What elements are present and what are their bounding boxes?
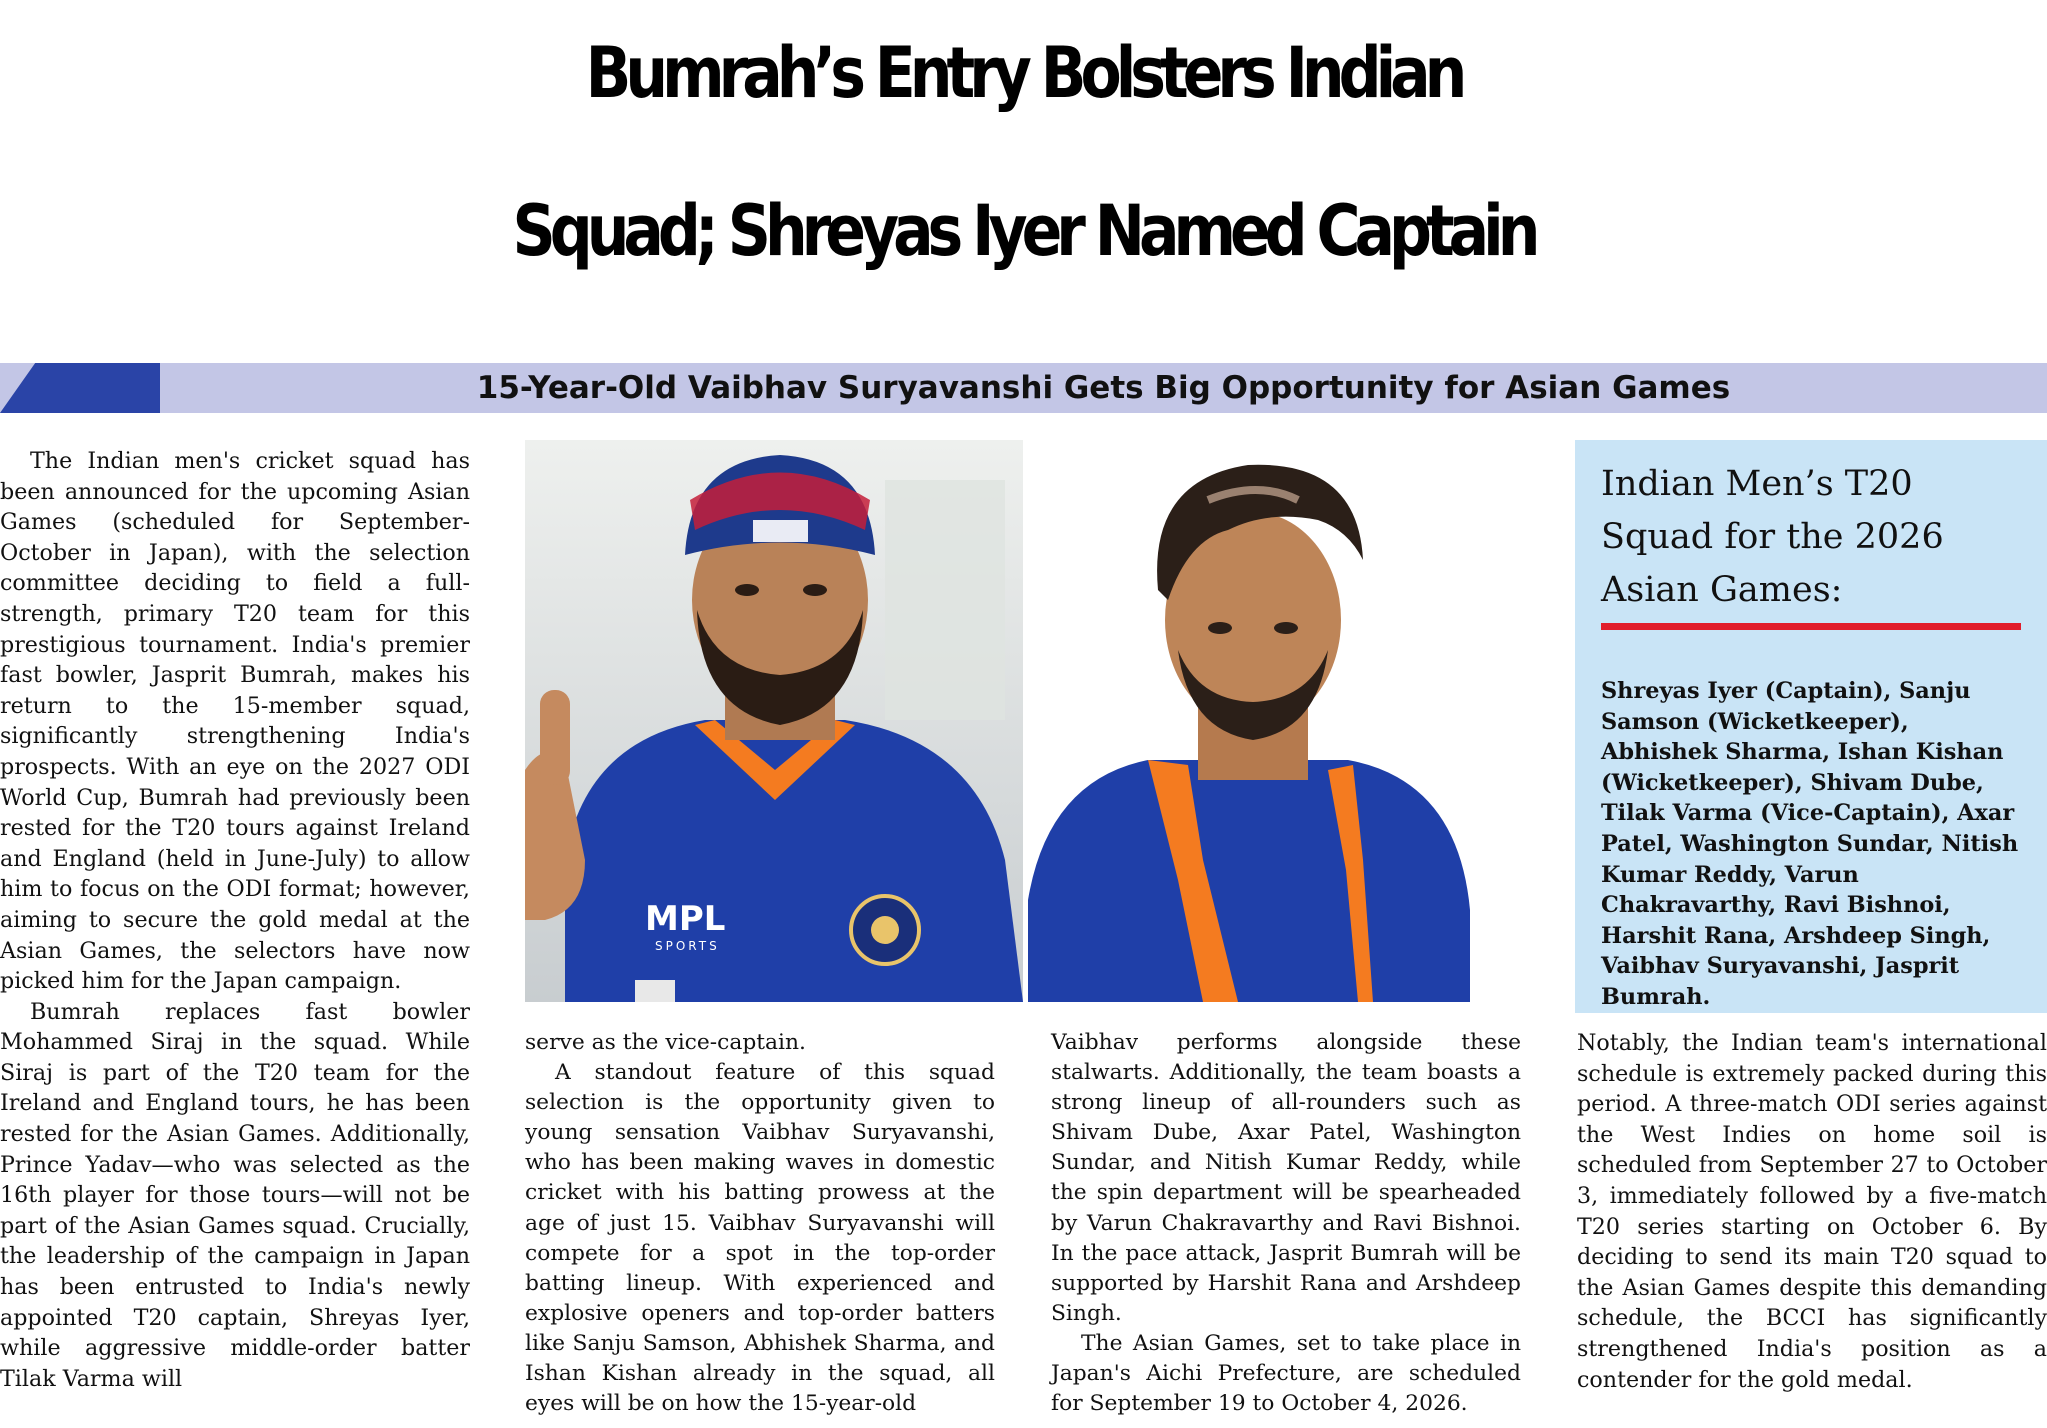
column-4-paragraph-1: Notably, the Indian team's international schedule is extremely packed during this period. A three-match ODI series against the West Indies on home soil is scheduled from September 27 to October 3, immediately followed by a five-match T20 series starting on October 6. By deciding to send its main T20 squad to the Asian Games despite this demanding schedule, the BCCI has significantly strengthened India's position as a contender for the gold medal. xyxy=(1577,1030,2047,1393)
subheadline-band xyxy=(0,363,2047,413)
article-column-3 xyxy=(1051,1028,1521,1419)
sidebar-title-line-1: Indian Men’s T20 xyxy=(1601,464,1913,504)
player-photo-bumrah xyxy=(525,440,1023,1002)
shirt-logo-sub: SPORTS xyxy=(655,939,720,953)
column-3-paragraph-2: The Asian Games, set to take place in Japan's Aichi Prefecture, are scheduled for September 19 to October 4, 2026. xyxy=(1051,1330,1521,1417)
column-2-paragraph-1: serve as the vice-captain. xyxy=(525,1030,806,1055)
article-column-2 xyxy=(525,1028,995,1419)
band-accent-wedge xyxy=(0,363,160,413)
shirt-logo: MPL xyxy=(645,899,726,939)
sidebar-title xyxy=(1601,458,2021,617)
sidebar-title-line-3: Asian Games: xyxy=(1601,570,1843,610)
headline-line-2: Squad; Shreyas Iyer Named Captain xyxy=(512,190,1535,273)
column-1-paragraph-1: The Indian men's cricket squad has been announced for the upcoming Asian Games (scheduled for September-October in Japan), with the selection committee deciding to field a full-strength, primary T20 team for this prestigious tournament. India's premier fast bowler, Jasprit Bumrah, makes his return to the 15-member squad, significantly strengthening India's prospects. With an eye on the 2027 ODI World Cup, Bumrah had previously been rested for the T20 tours against Ireland and England (held in June-July) to allow him to focus on the ODI format; however, aiming to secure the gold medal at the Asian Games, the selectors have now picked him for the Japan campaign. xyxy=(0,448,470,995)
squad-roster: Shreyas Iyer (Captain), Sanju Samson (Wicketkeeper), Abhishek Sharma, Ishan Kishan (Wicketkeeper), Shivam Dube, Tilak Varma (Vice-Captain), Axar Patel, Washington Sundar, Nitish Kumar Reddy, Varun Chakravarthy, Ravi Bishnoi, Harshit Rana, Arshdeep Singh, Vaibhav Suryavanshi, Jasprit Bumrah. xyxy=(1601,678,2019,1010)
column-1-paragraph-2: Bumrah replaces fast bowler Mohammed Siraj in the squad. While Siraj is part of the T20 team for the Ireland and England tours, he has been rested for the Asian Games. Additionally, Prince Yadav—who was selected as the 16th player for those tours—will not be part of the Asian Games squad. Crucially, the leadership of the campaign in Japan has been entrusted to India's newly appointed T20 captain, Shreyas Iyer, while aggressive middle-order batter Tilak Varma will xyxy=(0,998,470,1392)
sidebar-title-rule xyxy=(1601,623,2021,630)
headline-line-1: Bumrah’s Entry Bolsters Indian xyxy=(585,32,1462,115)
squad-sidebar xyxy=(1575,440,2047,1013)
subheadline: 15-Year-Old Vaibhav Suryavanshi Gets Big Opportunity for Asian Games xyxy=(476,370,1731,406)
column-3-paragraph-1: Vaibhav performs alongside these stalwarts. Additionally, the team boasts a strong lineup of all-rounders such as Shivam Dube, Axar Patel, Washington Sundar, and Nitish Kumar Reddy, while the spin department will be spearheaded by Varun Chakravarthy and Ravi Bishnoi. In the pace attack, Jasprit Bumrah will be supported by Harshit Rana and Arshdeep Singh. xyxy=(1051,1030,1521,1326)
player-photo-iyer xyxy=(1028,440,1470,1002)
article-column-1 xyxy=(0,446,470,1394)
column-2-paragraph-2: A standout feature of this squad selection is the opportunity given to young sensation Vaibhav Suryavanshi, who has been making waves in domestic cricket with his batting prowess at the age of just 15. Vaibhav Suryavanshi will compete for a spot in the top-order batting lineup. With experienced and explosive openers and top-order batters like Sanju Samson, Abhishek Sharma, and Ishan Kishan already in the squad, all eyes will be on how the 15-year-old xyxy=(525,1060,995,1417)
article-column-4 xyxy=(1577,1028,2047,1395)
sidebar-title-line-2: Squad for the 2026 xyxy=(1601,517,1944,557)
